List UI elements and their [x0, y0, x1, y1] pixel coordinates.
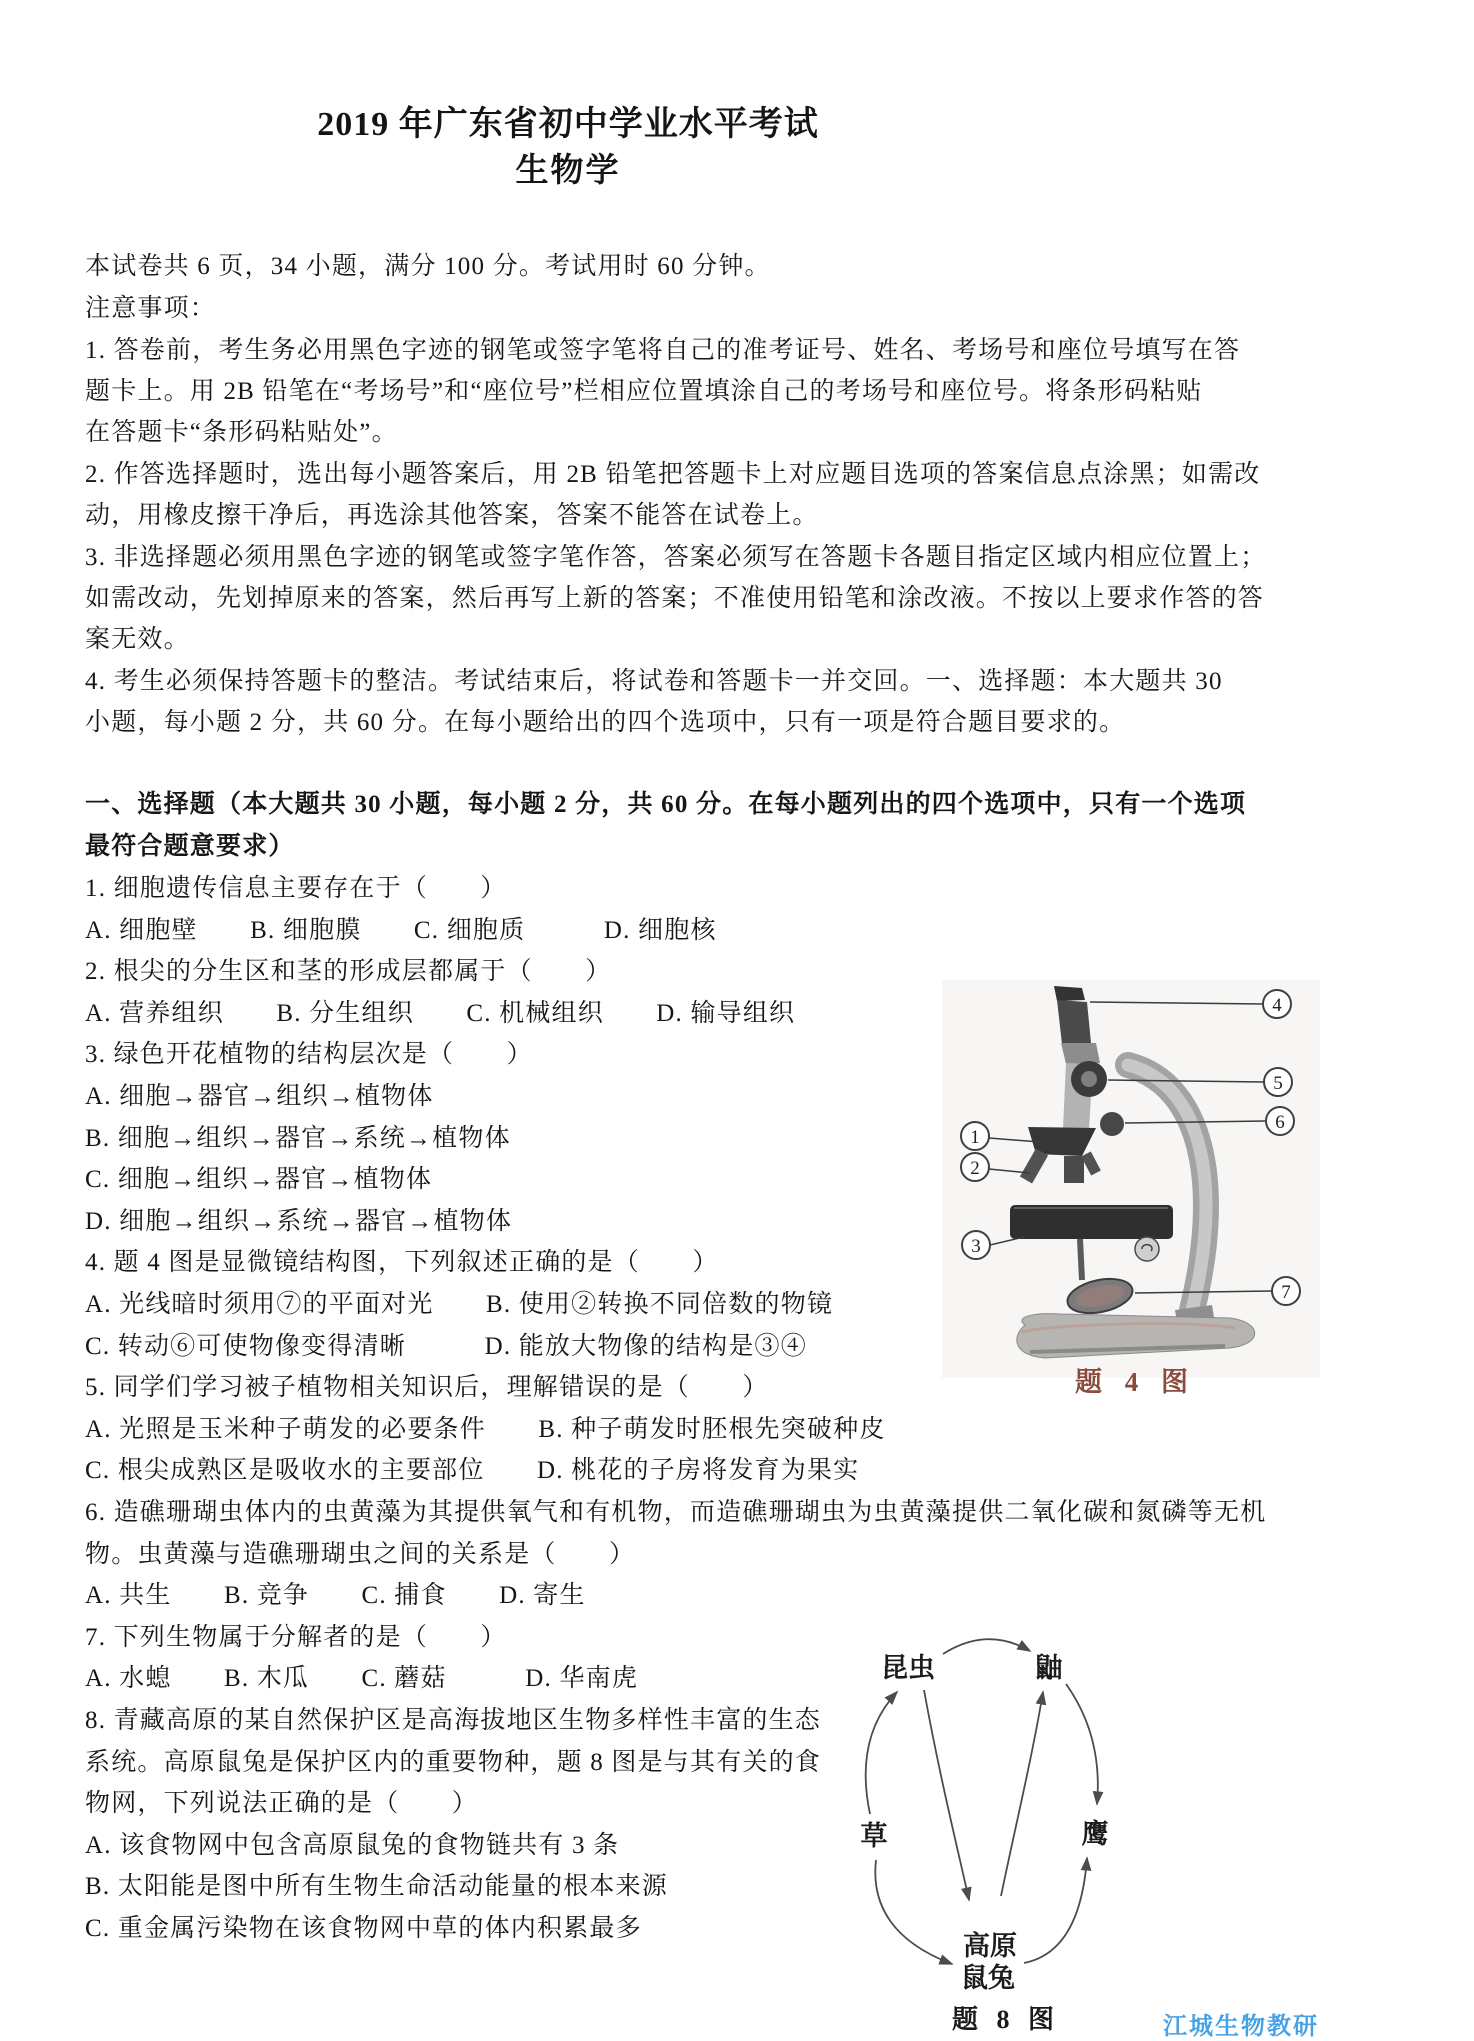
question-line: 6. 造礁珊瑚虫体内的虫黄藻为其提供氧气和有机物，而造礁珊瑚虫为虫黄藻提供二氧化碳和氮磷等无机 [85, 1499, 1267, 1526]
node-grass: 草 [860, 1821, 888, 1851]
question-line: 1. 细胞遗传信息主要存在于（ ） [85, 875, 507, 902]
arrow-grass-to-pika [875, 1860, 952, 1964]
notice-label: 注意事项： [85, 295, 217, 322]
body-tube [1061, 1043, 1100, 1064]
arrow-grass-to-insect [866, 1692, 897, 1814]
node-weasel: 鼬 [1035, 1653, 1063, 1683]
question-line: A. 细胞壁 B. 细胞膜 C. 细胞质 D. 细胞核 [85, 917, 717, 944]
watermark: 江城生物教研 [1163, 2014, 1319, 2040]
question-line: B. 太阳能是图中所有生物生命活动能量的根本来源 [85, 1873, 668, 1900]
figure4-caption: 题 4 图 [1075, 1367, 1196, 1397]
eyepiece-tube [1057, 1000, 1091, 1044]
notice-line: 3. 非选择题必须用黑色字迹的钢笔或签字笔作答，答案必须写在答题卡各题目指定区域内相应位置上； [85, 544, 1267, 571]
question-line: 系统。高原鼠兔是保护区内的重要物种，题 8 图是与其有关的食 [85, 1749, 822, 1776]
arrow-pika-to-hawk [1024, 1858, 1087, 1963]
callout-3 [962, 1231, 990, 1259]
question-line: C. 转动⑥可使物像变得清晰 D. 能放大物像的结构是③④ [85, 1333, 807, 1360]
question-line: 物网，下列说法正确的是（ ） [85, 1790, 479, 1817]
microscope-figure [930, 980, 1330, 1400]
arrow-pika-to-weasel [1001, 1692, 1043, 1896]
question-line: A. 细胞→器官→组织→植物体 [85, 1083, 434, 1110]
question-line: 4. 题 4 图是显微镜结构图，下列叙述正确的是（ ） [85, 1249, 719, 1276]
svg-text:2: 2 [970, 1158, 980, 1179]
notice-line: 题卡上。用 2B 铅笔在“考场号”和“座位号”栏相应位置填涂自己的考场号和座位号。将条形码粘贴 [85, 378, 1203, 405]
inclination-joint [1135, 1237, 1159, 1261]
figure8-caption: 题 8 图 [952, 2005, 1061, 2034]
question-line: D. 细胞→组织→系统→器官→植物体 [85, 1208, 513, 1235]
node-insect: 昆虫 [881, 1653, 935, 1683]
question-line: B. 细胞→组织→器官→系统→植物体 [85, 1125, 511, 1152]
question-line: 5. 同学们学习被子植物相关知识后，理解错误的是（ ） [85, 1374, 769, 1401]
notice-line: 案无效。 [85, 626, 190, 653]
svg-text:6: 6 [1275, 1112, 1285, 1133]
node-hawk: 鹰 [1081, 1819, 1109, 1849]
section-heading-line: 一、选择题（本大题共 30 小题，每小题 2 分，共 60 分。在每小题列出的四个选项中，只有一个选项 [85, 791, 1247, 818]
arrow-insect-to-weasel [943, 1639, 1030, 1654]
question-line: 2. 根尖的分生区和茎的形成层都属于（ ） [85, 958, 612, 985]
callout-4 [1263, 990, 1291, 1018]
callout-7 [1272, 1277, 1300, 1305]
notice-line: 如需改动，先划掉原来的答案，然后再写上新的答案；不准使用铅笔和涂改液。不按以上要求作答的答 [85, 585, 1265, 612]
section-heading-line: 最符合题意要求） [85, 833, 295, 860]
svg-text:7: 7 [1281, 1282, 1291, 1303]
arrow-insect-to-pika [924, 1690, 969, 1900]
question-line: A. 该食物网中包含高原鼠兔的食物链共有 3 条 [85, 1832, 620, 1859]
svg-text:1: 1 [970, 1127, 980, 1148]
fine-focus-knob [1100, 1112, 1124, 1136]
notice-line: 在答题卡“条形码粘贴处”。 [85, 419, 398, 446]
question-line: A. 营养组织 B. 分生组织 C. 机械组织 D. 输导组织 [85, 1000, 796, 1027]
question-line: A. 光照是玉米种子萌发的必要条件 B. 种子萌发时胚根先突破种皮 [85, 1416, 886, 1443]
question-line: A. 共生 B. 竞争 C. 捕食 D. 寄生 [85, 1582, 586, 1609]
notice-line: 动，用橡皮擦干净后，再选涂其他答案，答案不能答在试卷上。 [85, 502, 819, 529]
notice-line: 2. 作答选择题时，选出每小题答案后，用 2B 铅笔把答题卡上对应题目选项的答案信息点涂黑；如需改 [85, 461, 1261, 488]
node-pika: 高原 [963, 1931, 1017, 1961]
food-web-figure [840, 1618, 1250, 2041]
question-line: C. 重金属污染物在该食物网中草的体内积累最多 [85, 1915, 642, 1942]
question-line: C. 根尖成熟区是吸收水的主要部位 D. 桃花的子房将发育为果实 [85, 1457, 860, 1484]
question-line: A. 水螅 B. 木瓜 C. 蘑菇 D. 华南虎 [85, 1665, 639, 1692]
objective-lens [1064, 1156, 1084, 1183]
arrow-weasel-to-hawk [1066, 1684, 1098, 1804]
stage [1010, 1205, 1173, 1239]
callout-1 [961, 1122, 989, 1150]
question-line: A. 光线暗时须用⑦的平面对光 B. 使用②转换不同倍数的物镜 [85, 1291, 834, 1318]
question-line: 3. 绿色开花植物的结构层次是（ ） [85, 1041, 533, 1068]
question-line: 7. 下列生物属于分解者的是（ ） [85, 1624, 507, 1651]
callout-6 [1266, 1107, 1294, 1135]
exam-meta-line: 本试卷共 6 页，34 小题，满分 100 分。考试用时 60 分钟。 [85, 253, 771, 280]
question-line: C. 细胞→组织→器官→植物体 [85, 1166, 433, 1193]
callout-5 [1264, 1068, 1292, 1096]
svg-text:4: 4 [1272, 995, 1282, 1016]
svg-text:5: 5 [1273, 1073, 1283, 1094]
question-line: 物。虫黄藻与造礁珊瑚虫之间的关系是（ ） [85, 1541, 636, 1568]
notice-line: 1. 答卷前，考生务必用黑色字迹的钢笔或签字笔将自己的准考证号、姓名、考场号和座位号填写在答 [85, 337, 1241, 364]
callout-2 [961, 1153, 989, 1181]
question-line: 8. 青藏高原的某自然保护区是高海拔地区生物多样性丰富的生态 [85, 1707, 822, 1734]
page-title: 2019 年广东省初中学业水平考试 [317, 106, 819, 143]
svg-text:3: 3 [971, 1236, 981, 1257]
node-pika: 鼠兔 [961, 1963, 1015, 1993]
notice-line: 4. 考生必须保持答题卡的整洁。考试结束后，将试卷和答题卡一并交回。一、选择题：本大题共 30 [85, 668, 1223, 695]
page-subtitle: 生物学 [515, 153, 621, 189]
notice-line: 小题，每小题 2 分，共 60 分。在每小题给出的四个选项中，只有一项是符合题目要求的。 [85, 709, 1126, 736]
eyepiece-cap [1054, 986, 1085, 1001]
